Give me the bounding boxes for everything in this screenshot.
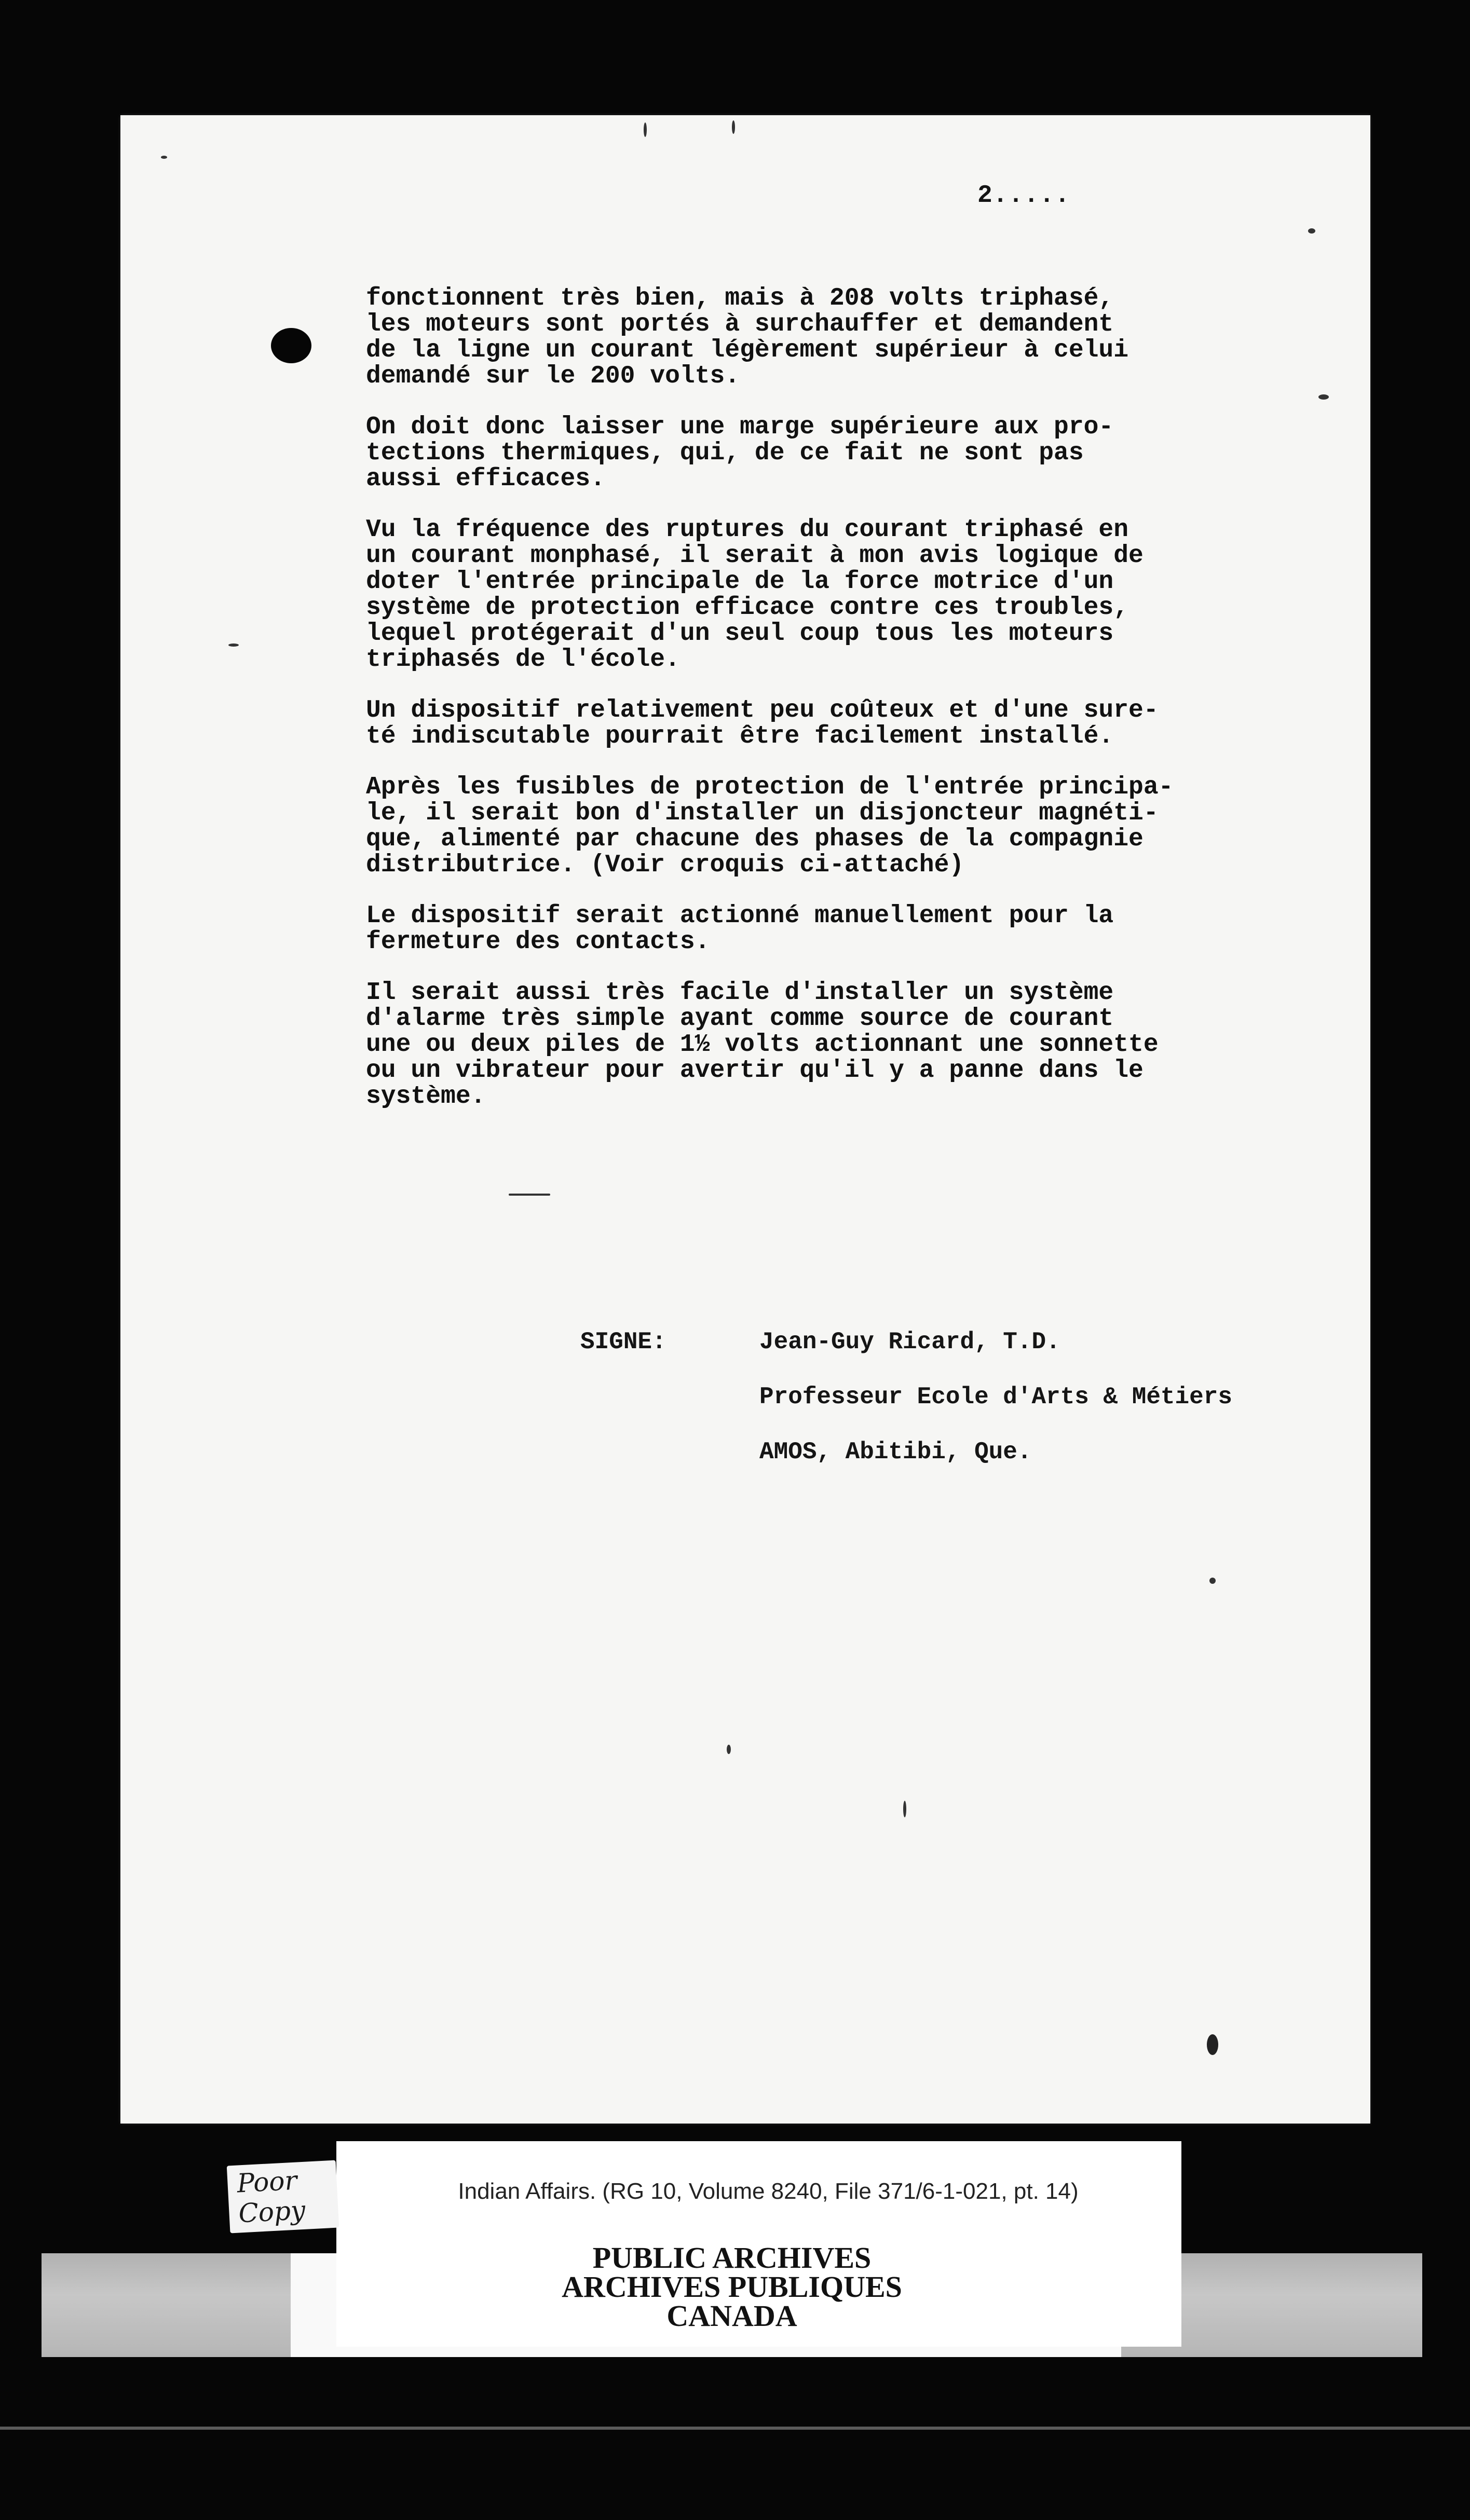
paragraph: Il serait aussi très facile d'installer un système d'alarme très simple ayant comme source de courant une ou deux piles de 1½ volts actionnant une sonnette ou un vibrateur pour avertir qu'il y a panne dans le système. (366, 979, 1159, 1111)
archive-name-line3: CANADA (666, 2299, 797, 2333)
paragraph: Après les fusibles de protection de l'entrée principa- le, il serait bon d'installer un disjoncteur magnéti- que, alimenté par chacune des phases de la compagnie distributrice. (Voir croquis ci-attaché) (366, 773, 1174, 879)
paragraph: Vu la fréquence des ruptures du courant triphasé en un courant monphasé, il serait à mon avis logique de doter l'entrée principale de la force motrice d'un système de protection efficace contre ces troubles, lequel protégerait d'un seul coup tous les moteurs triphasés de l'école. (366, 516, 1144, 674)
speck (509, 1194, 550, 1196)
archive-name-line2: ARCHIVES PUBLIQUES (562, 2270, 902, 2304)
signature-label: SIGNE: (580, 1329, 666, 1355)
speck (1209, 1578, 1216, 1584)
archive-name-line1: PUBLIC ARCHIVES (592, 2241, 872, 2275)
paragraph: On doit donc laisser une marge supérieure aux pro- tections thermiques, qui, de ce fait ne sont pas aussi efficaces. (366, 413, 1114, 493)
signatory-location: AMOS, Abitibi, Que. (759, 1439, 1032, 1466)
speck (228, 643, 239, 647)
letter-body (366, 285, 1259, 1134)
speck (727, 1745, 731, 1754)
scan-edge-line (0, 2427, 1470, 2430)
speck (732, 120, 735, 134)
punch-hole (271, 328, 311, 363)
paragraph: fonctionnent très bien, mais à 208 volts triphasé, les moteurs sont portés à surchauffer et demandent de la ligne un courant légèrement supérieur à celui demandé sur le 200 volts. (366, 284, 1129, 390)
speck (903, 1801, 906, 1817)
archive-reference: Indian Affairs. (RG 10, Volume 8240, File 371/6-1-021, pt. 14) (458, 2179, 1079, 2204)
paragraph: Un dispositif relativement peu coûteux et d'une sure- té indiscutable pourrait être facilement installé. (366, 696, 1159, 750)
page-number: 2..... (977, 182, 1070, 210)
poor-copy-stamp (227, 2160, 339, 2234)
signatory-title: Professeur Ecole d'Arts & Métiers (759, 1384, 1232, 1410)
speck (1207, 2034, 1218, 2055)
speck (644, 122, 647, 137)
paragraph: Le dispositif serait actionné manuellement pour la fermeture des contacts. (366, 902, 1114, 956)
poor-copy-text: Poor Copy (236, 2165, 306, 2229)
speck (1308, 228, 1315, 234)
speck (1318, 394, 1329, 400)
speck (161, 156, 167, 159)
signatory-name: Jean-Guy Ricard, T.D. (759, 1329, 1060, 1355)
